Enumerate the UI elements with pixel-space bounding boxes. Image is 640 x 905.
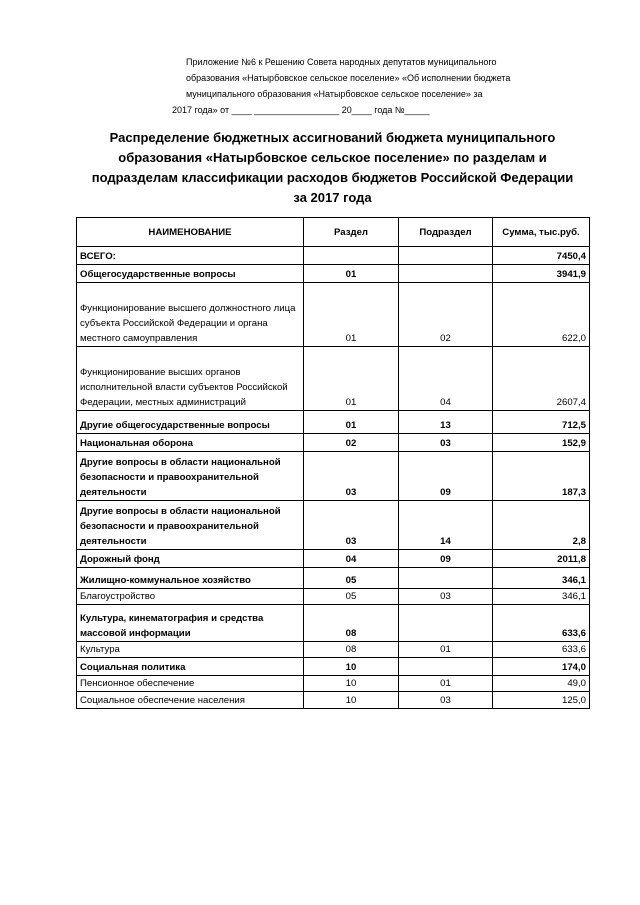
table-row — [77, 411, 590, 434]
row-sum-cell: 152,9 — [493, 434, 590, 452]
row-name-cell: Жилищно-коммунальное хозяйство — [77, 568, 304, 589]
table-row — [77, 452, 590, 501]
header-note — [172, 54, 606, 118]
row-sum-cell: 49,0 — [493, 676, 590, 692]
header-line: муниципального образования «Натырбовское сельское поселение» за — [186, 89, 483, 99]
table-body — [77, 247, 590, 709]
row-section-cell: 01 — [304, 265, 399, 283]
row-subsection-cell — [399, 605, 493, 642]
title-line: за 2017 года — [293, 190, 372, 205]
table-row — [77, 247, 590, 265]
row-section-cell: 05 — [304, 589, 399, 605]
row-name-cell: Благоустройство — [77, 589, 304, 605]
row-sum-cell: 174,0 — [493, 658, 590, 676]
header-line: 2017 года» от ____ _________________ 20____ года №_____ — [172, 105, 430, 115]
row-sum-cell: 633,6 — [493, 605, 590, 642]
row-name-cell: Культура — [77, 642, 304, 658]
row-name-cell: Социальная политика — [77, 658, 304, 676]
row-section-cell — [304, 247, 399, 265]
row-section-cell: 10 — [304, 692, 399, 709]
row-subsection-cell — [399, 247, 493, 265]
table-row — [77, 550, 590, 568]
title-line: Распределение бюджетных ассигнований бюджета муниципального — [109, 130, 556, 145]
row-name-cell: Другие общегосударственные вопросы — [77, 411, 304, 434]
row-sum-cell: 187,3 — [493, 452, 590, 501]
row-section-cell: 01 — [304, 411, 399, 434]
row-section-cell: 03 — [304, 452, 399, 501]
table-row — [77, 692, 590, 709]
row-subsection-cell: 14 — [399, 501, 493, 550]
header-line: образования «Натырбовское сельское поселение» «Об исполнении бюджета — [186, 73, 511, 83]
row-section-cell: 04 — [304, 550, 399, 568]
row-subsection-cell: 04 — [399, 347, 493, 411]
row-subsection-cell: 03 — [399, 589, 493, 605]
row-subsection-cell: 13 — [399, 411, 493, 434]
row-sum-cell: 2011,8 — [493, 550, 590, 568]
column-header-name: НАИМЕНОВАНИЕ — [77, 218, 304, 247]
row-section-cell: 08 — [304, 642, 399, 658]
row-name-cell: ВСЕГО: — [77, 247, 304, 265]
row-section-cell: 10 — [304, 658, 399, 676]
row-subsection-cell: 09 — [399, 550, 493, 568]
row-section-cell: 01 — [304, 283, 399, 347]
row-name-cell: Национальная оборона — [77, 434, 304, 452]
row-section-cell: 03 — [304, 501, 399, 550]
row-subsection-cell: 01 — [399, 642, 493, 658]
row-sum-cell: 3941,9 — [493, 265, 590, 283]
budget-table — [76, 217, 590, 709]
row-sum-cell: 346,1 — [493, 589, 590, 605]
row-sum-cell: 712,5 — [493, 411, 590, 434]
row-subsection-cell: 03 — [399, 434, 493, 452]
row-subsection-cell: 03 — [399, 692, 493, 709]
row-name-cell: Пенсионное обеспечение — [77, 676, 304, 692]
row-subsection-cell: 01 — [399, 676, 493, 692]
row-name-cell: Другие вопросы в области национальной безопасности и правоохранительной деятельности — [77, 501, 304, 550]
row-subsection-cell — [399, 265, 493, 283]
row-section-cell: 05 — [304, 568, 399, 589]
row-section-cell: 10 — [304, 676, 399, 692]
table-row — [77, 265, 590, 283]
row-section-cell: 08 — [304, 605, 399, 642]
table-header-row — [77, 218, 590, 247]
header-line: Приложение №6 к Решению Совета народных депутатов муниципального — [186, 57, 497, 67]
row-name-cell: Другие вопросы в области национальной безопасности и правоохранительной деятельности — [77, 452, 304, 501]
row-sum-cell: 2607,4 — [493, 347, 590, 411]
table-row — [77, 642, 590, 658]
table-row — [77, 501, 590, 550]
document-title — [60, 128, 605, 208]
table-row — [77, 589, 590, 605]
column-header-section: Раздел — [304, 218, 399, 247]
row-sum-cell: 125,0 — [493, 692, 590, 709]
row-subsection-cell — [399, 658, 493, 676]
table-row — [77, 658, 590, 676]
column-header-sum: Сумма, тыс.руб. — [493, 218, 590, 247]
table-row — [77, 676, 590, 692]
column-header-subsection: Подраздел — [399, 218, 493, 247]
table-row — [77, 347, 590, 411]
table-row — [77, 568, 590, 589]
row-subsection-cell: 09 — [399, 452, 493, 501]
row-sum-cell: 2,8 — [493, 501, 590, 550]
row-name-cell: Функционирование высших органов исполнительной власти субъектов Российской Федерации, местных администраций — [77, 347, 304, 411]
row-sum-cell: 346,1 — [493, 568, 590, 589]
row-subsection-cell: 02 — [399, 283, 493, 347]
row-name-cell: Общегосударственные вопросы — [77, 265, 304, 283]
table-row — [77, 434, 590, 452]
row-name-cell: Функционирование высшего должностного лица субъекта Российской Федерации и органа местного самоуправления — [77, 283, 304, 347]
row-name-cell: Культура, кинематография и средства массовой информации — [77, 605, 304, 642]
row-name-cell: Дорожный фонд — [77, 550, 304, 568]
row-name-cell: Социальное обеспечение населения — [77, 692, 304, 709]
row-sum-cell: 622,0 — [493, 283, 590, 347]
row-section-cell: 02 — [304, 434, 399, 452]
title-line: подразделам классификации расходов бюджетов Российской Федерации — [91, 170, 574, 185]
row-sum-cell: 633,6 — [493, 642, 590, 658]
title-line: образования «Натырбовское сельское поселение» по разделам и — [118, 150, 547, 165]
row-sum-cell: 7450,4 — [493, 247, 590, 265]
table-row — [77, 605, 590, 642]
table-row — [77, 283, 590, 347]
row-subsection-cell — [399, 568, 493, 589]
row-section-cell: 01 — [304, 347, 399, 411]
